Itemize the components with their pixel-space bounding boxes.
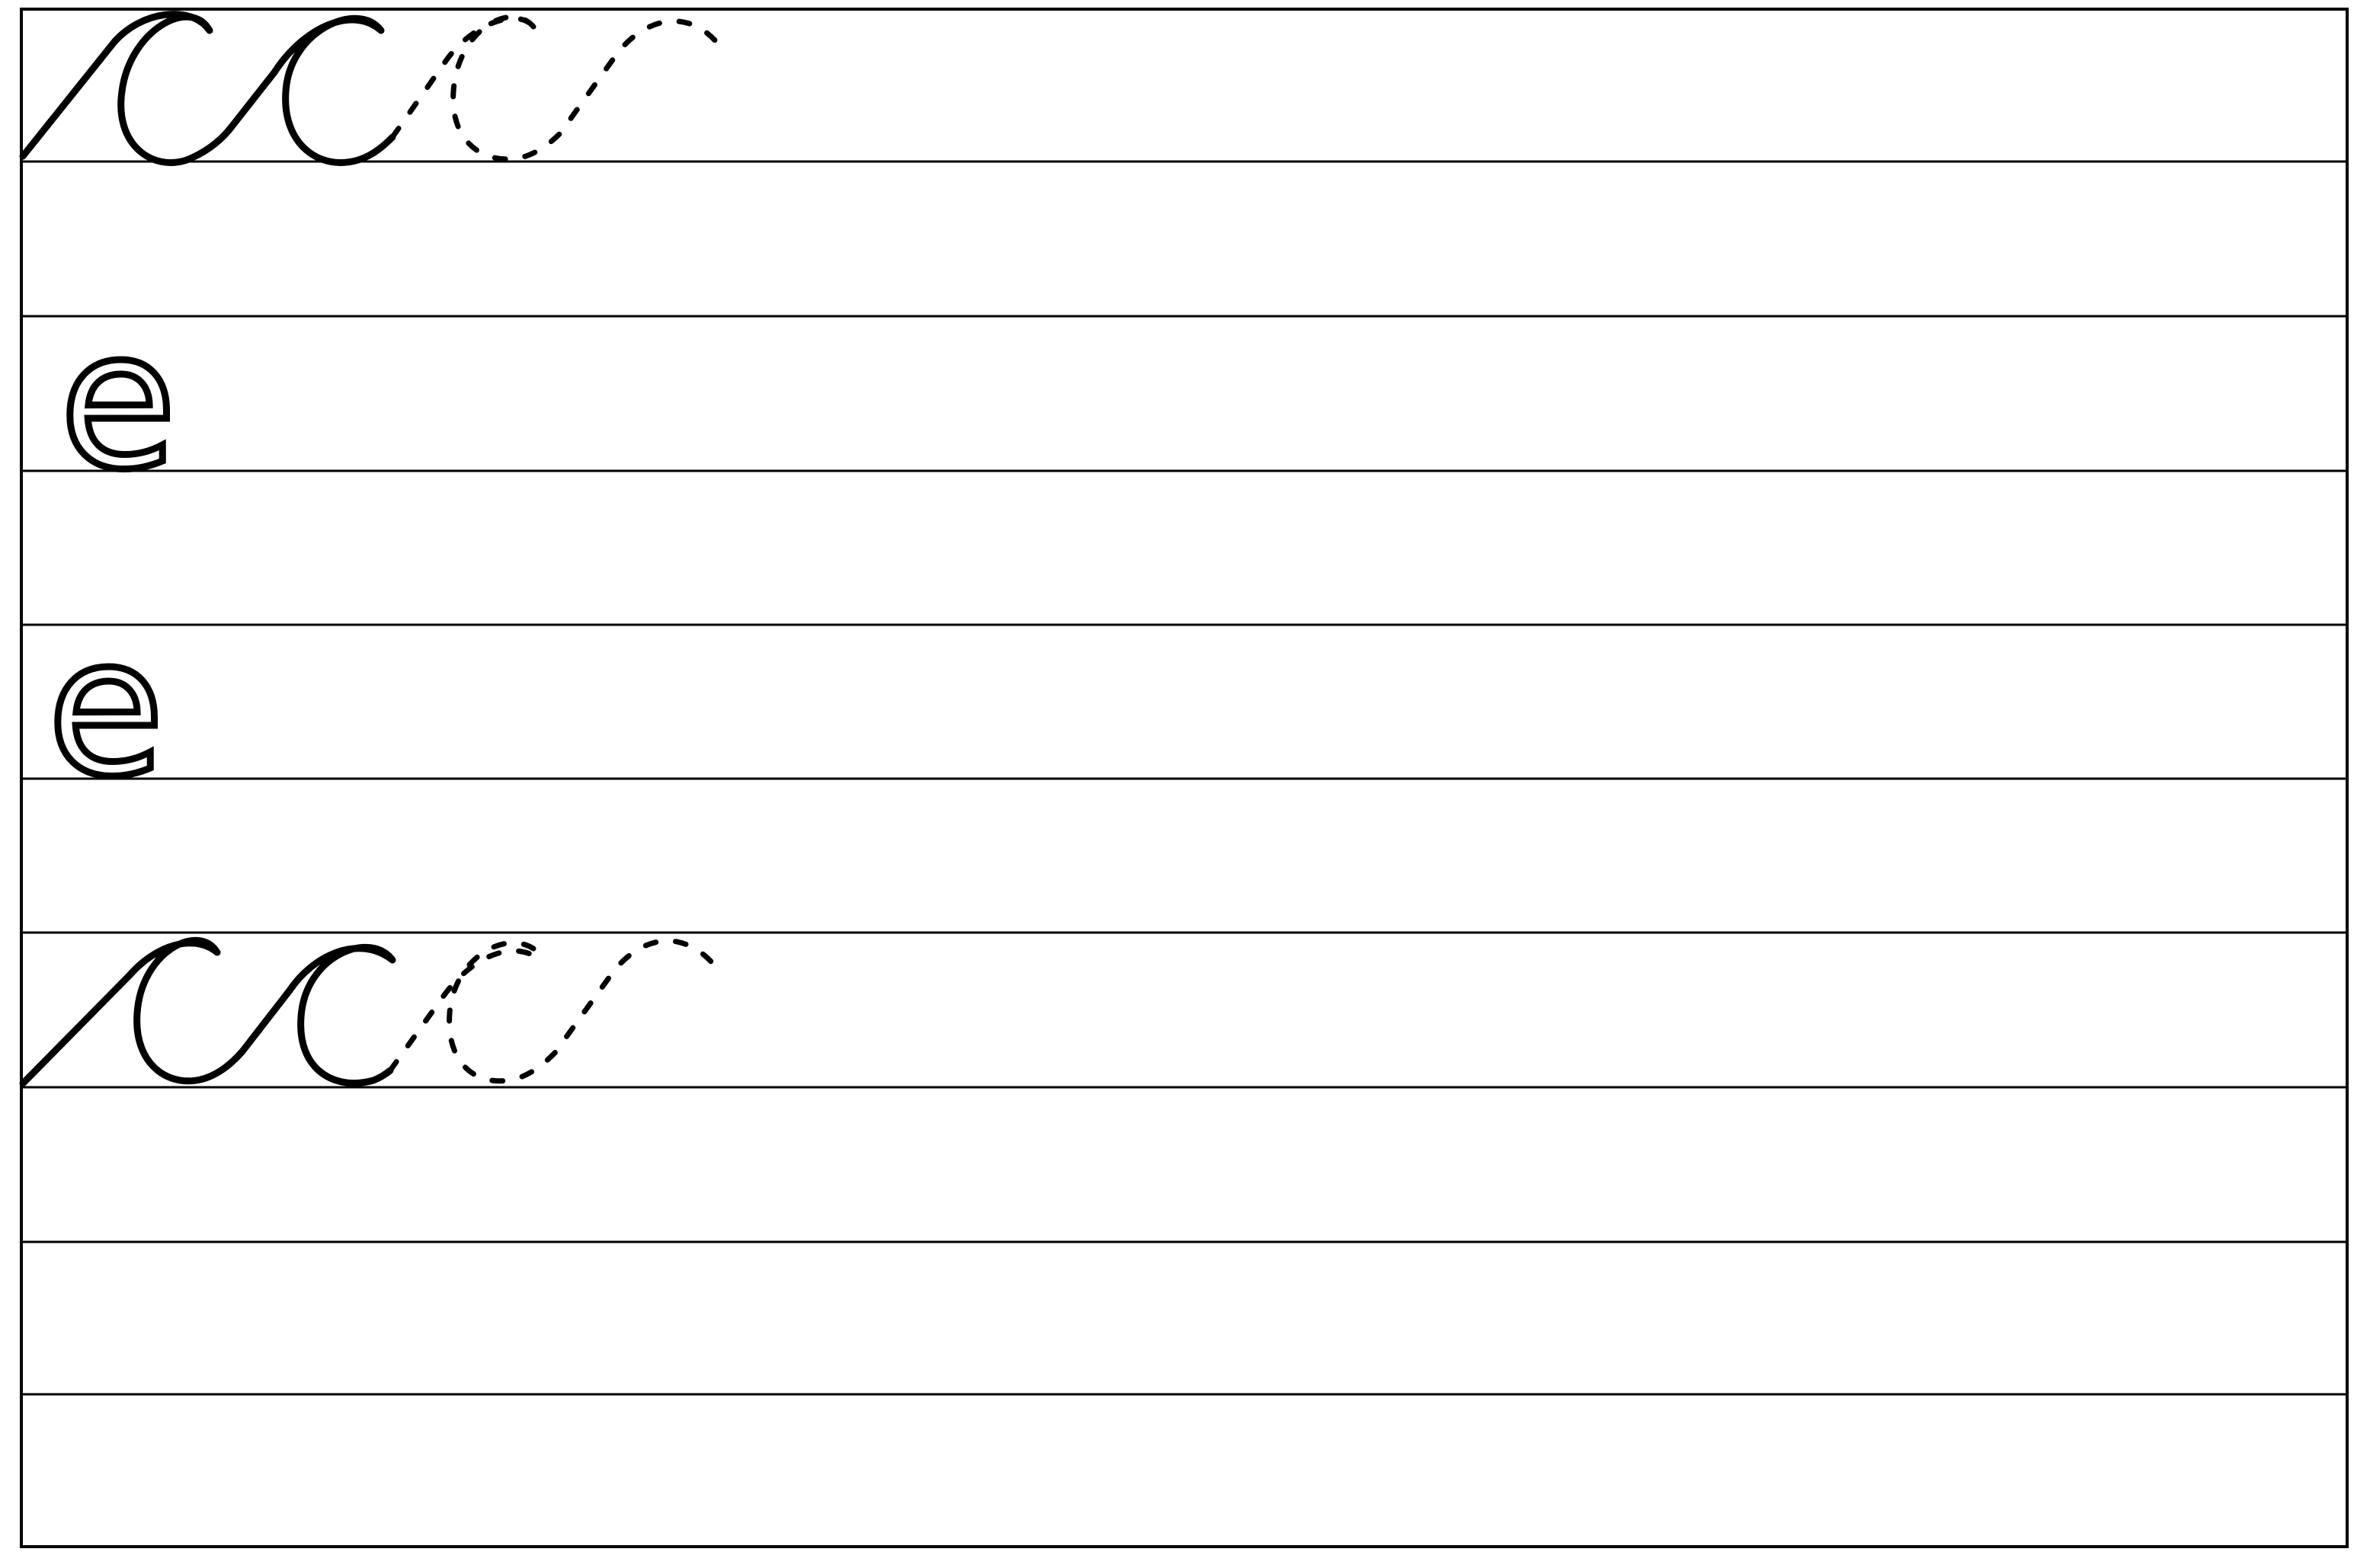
cursive-c-trace-row-1 (23, 14, 716, 163)
cursive-c-solid (23, 14, 392, 163)
practice-letter-e: e (59, 290, 177, 511)
writing-lines (21, 162, 2347, 1394)
practice-letter-e: e (47, 597, 165, 818)
cursive-c-dashed (390, 941, 716, 1081)
cursive-c-dashed (392, 17, 716, 159)
cursive-c-trace-row-7 (23, 940, 716, 1083)
cursive-c-solid (23, 940, 392, 1083)
